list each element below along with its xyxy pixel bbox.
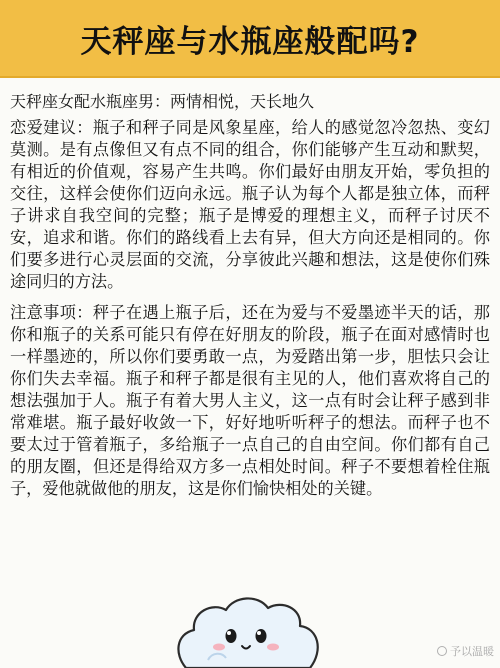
title-banner <box>0 0 500 78</box>
cloud-mascot-icon <box>168 594 324 668</box>
watermark-logo-icon <box>437 646 447 656</box>
notes-paragraph: 注意事项：秤子在遇上瓶子后，还在为爱与不爱墨迹半天的话，那你和瓶子的关系可能只有停在好朋友的阶段，瓶子在面对感情时也一样墨迹的，所以你们要勇敢一点，为爱踏出第一步，胆怯只会让你们失去幸福。瓶子和秤子都是很有主见的人，他们喜欢将自己的想法强加于人。瓶子有着大男人主义，这一点有时会让秤子感到非常难堪。瓶子最好收敛一下，好好地听听秤子的想法。而秤子也不要太过于管着瓶子，多给瓶子一点自己的自由空间。你们都有自己的朋友圈，但还是得给双方多一点相处时间。秤子不要想着栓住瓶子，爱他就做他的朋友，这是你们愉快相处的关键。 <box>10 303 490 498</box>
watermark-text: 予以温暖 <box>450 645 494 658</box>
article-subtitle: 天秤座女配水瓶座男：两情相悦，天长地久 <box>10 92 315 111</box>
watermark <box>437 643 494 659</box>
article-body <box>10 91 490 500</box>
left-eye-icon <box>226 629 237 643</box>
advice-paragraph: 恋爱建议：瓶子和秤子同是风象星座，给人的感觉忽冷忽热、变幻莫测。是有点像但又有点不同的组合，你们能够产生互动和默契，有相近的价值观，容易产生共鸣。你们最好由朋友开始，零负担的交往，这样会使你们迈向永远。瓶子认为每个人都是独立体，而秤子讲求自我空间的完整；瓶子是博爱的理想主义，而秤子讨厌不安，追求和谐。你们的路线看上去有异，但大方向还是相同的。你们要多进行心灵层面的交流，分享彼此兴趣和想法，这是使你们殊途同归的方法。 <box>10 118 490 291</box>
page-title: 天秤座与水瓶座般配吗? <box>80 23 420 60</box>
right-eye-icon <box>256 629 267 643</box>
